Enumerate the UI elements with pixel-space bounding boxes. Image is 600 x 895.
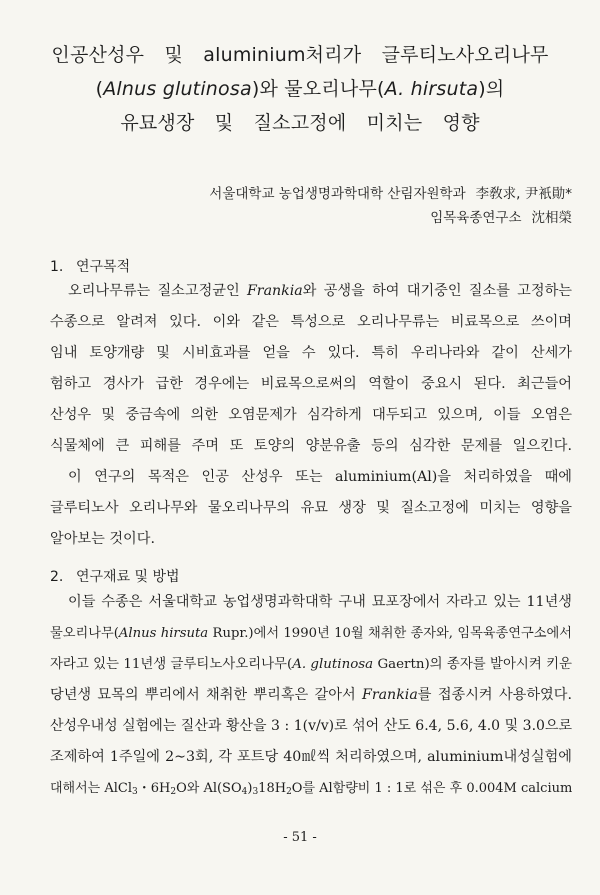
text-line: 임내 토양개량 및 시비효과를 얻을 수 있다. 특히 우리나라와 같이 산세가: [50, 345, 572, 361]
text-line: 대해서는 AlCl$_3$・$6H_2O$와 $Al(SO_4)_318H_2O$를 Al함량비 1 : 1로 섞은 후 0.004M calcium: [50, 781, 573, 797]
institution: 임목육종연구소: [430, 210, 522, 226]
title-text: aluminium처리가: [203, 44, 362, 66]
title-line-3: [0, 106, 600, 140]
species-name: A. hirsuta: [384, 78, 479, 100]
text-line: 식물체에 큰 피해를 주며 또 토양의 양분유출 등의 심각한 문제를 일으킨다.: [50, 438, 572, 454]
section-1-body: [50, 276, 572, 555]
title-text: )와 물오리나무(: [251, 78, 385, 100]
affiliation-row: [209, 182, 572, 206]
text-line: 산성우내성 실험에는 질산과 황산을 3 : 1(v/v)로 섞어 산도 6.4, 5.6, 4.0 및 3.0으로: [50, 718, 572, 734]
title-line-1: [0, 38, 600, 72]
author-names: 李敎求, 尹衹勛*: [475, 186, 572, 202]
section-title: 연구재료 및 방법: [76, 569, 180, 585]
title-text: 및: [214, 112, 234, 134]
title-text: 영향: [442, 112, 480, 134]
title-text: 미치는: [366, 112, 423, 134]
text-line: 수종으로 알려져 있다. 이와 같은 특성으로 오리나무류는 비료목으로 쓰이며: [50, 314, 572, 330]
title-line-2: [0, 72, 600, 106]
section-title: 연구목적: [76, 259, 131, 275]
text-line: 이 연구의 목적은 인공 산성우 또는 aluminium(Al)을 처리하였을 때에: [68, 469, 572, 485]
text-line: 당년생 묘목의 뿌리에서 채취한 뿌리혹은 갈아서 Frankia를 접종시켜 사용하였다.: [50, 687, 572, 703]
paper-title: [0, 38, 600, 140]
text-line: 조제하여 1주일에 2∼3회, 각 포트당 40㎖씩 처리하였으며, aluminium내성실험에: [50, 749, 572, 765]
title-text: 인공산성우: [51, 44, 145, 66]
author-names: 沈相榮: [531, 210, 572, 226]
section-2-body: [50, 587, 572, 804]
section-heading: [50, 256, 130, 276]
author-affiliations: [209, 182, 572, 230]
affiliation-row: [209, 206, 572, 230]
title-text: 및: [164, 44, 183, 66]
title-text: )의: [478, 78, 505, 100]
title-text: 글루티노사오리나무: [381, 44, 549, 66]
text-line: 자라고 있는 11년생 글루티노사오리나무(A. glutinosa Gaertn)의 종자를 발아시켜 키운: [50, 657, 572, 672]
title-text: 질소고정에: [253, 112, 347, 134]
section-number: 1.: [50, 259, 64, 275]
page-number: - 51 -: [283, 830, 317, 845]
species-name: Alnus glutinosa: [103, 78, 252, 100]
text-line: 오리나무류는 질소고정균인 Frankia와 공생을 하여 대기중인 질소를 고정하는: [68, 283, 572, 299]
section-number: 2.: [50, 569, 64, 585]
text-line: 글루티노사 오리나무와 물오리나무의 유묘 생장 및 질소고정에 미치는 영향을: [50, 500, 572, 516]
text-line: 험하고 경사가 급한 경우에는 비료목으로써의 역할이 중요시 된다. 최근들어: [50, 376, 572, 392]
institution: 서울대학교 농업생명과학대학 산림자원학과: [209, 186, 466, 202]
text-line: 알아보는 것이다.: [50, 531, 155, 547]
title-text: (: [95, 78, 104, 100]
title-text: 유묘생장: [120, 112, 195, 134]
text-line: 이들 수종은 서울대학교 농업생명과학대학 구내 묘포장에서 자라고 있는 11년생: [68, 594, 572, 610]
section-heading: [50, 566, 180, 586]
text-line: 물오리나무(Alnus hirsuta Rupr.)에서 1990년 10월 채취한 종자와, 임목육종연구소에서: [50, 626, 572, 641]
text-line: 산성우 및 중금속에 의한 오염문제가 심각하게 대두되고 있으며, 이들 오염은: [50, 407, 572, 423]
